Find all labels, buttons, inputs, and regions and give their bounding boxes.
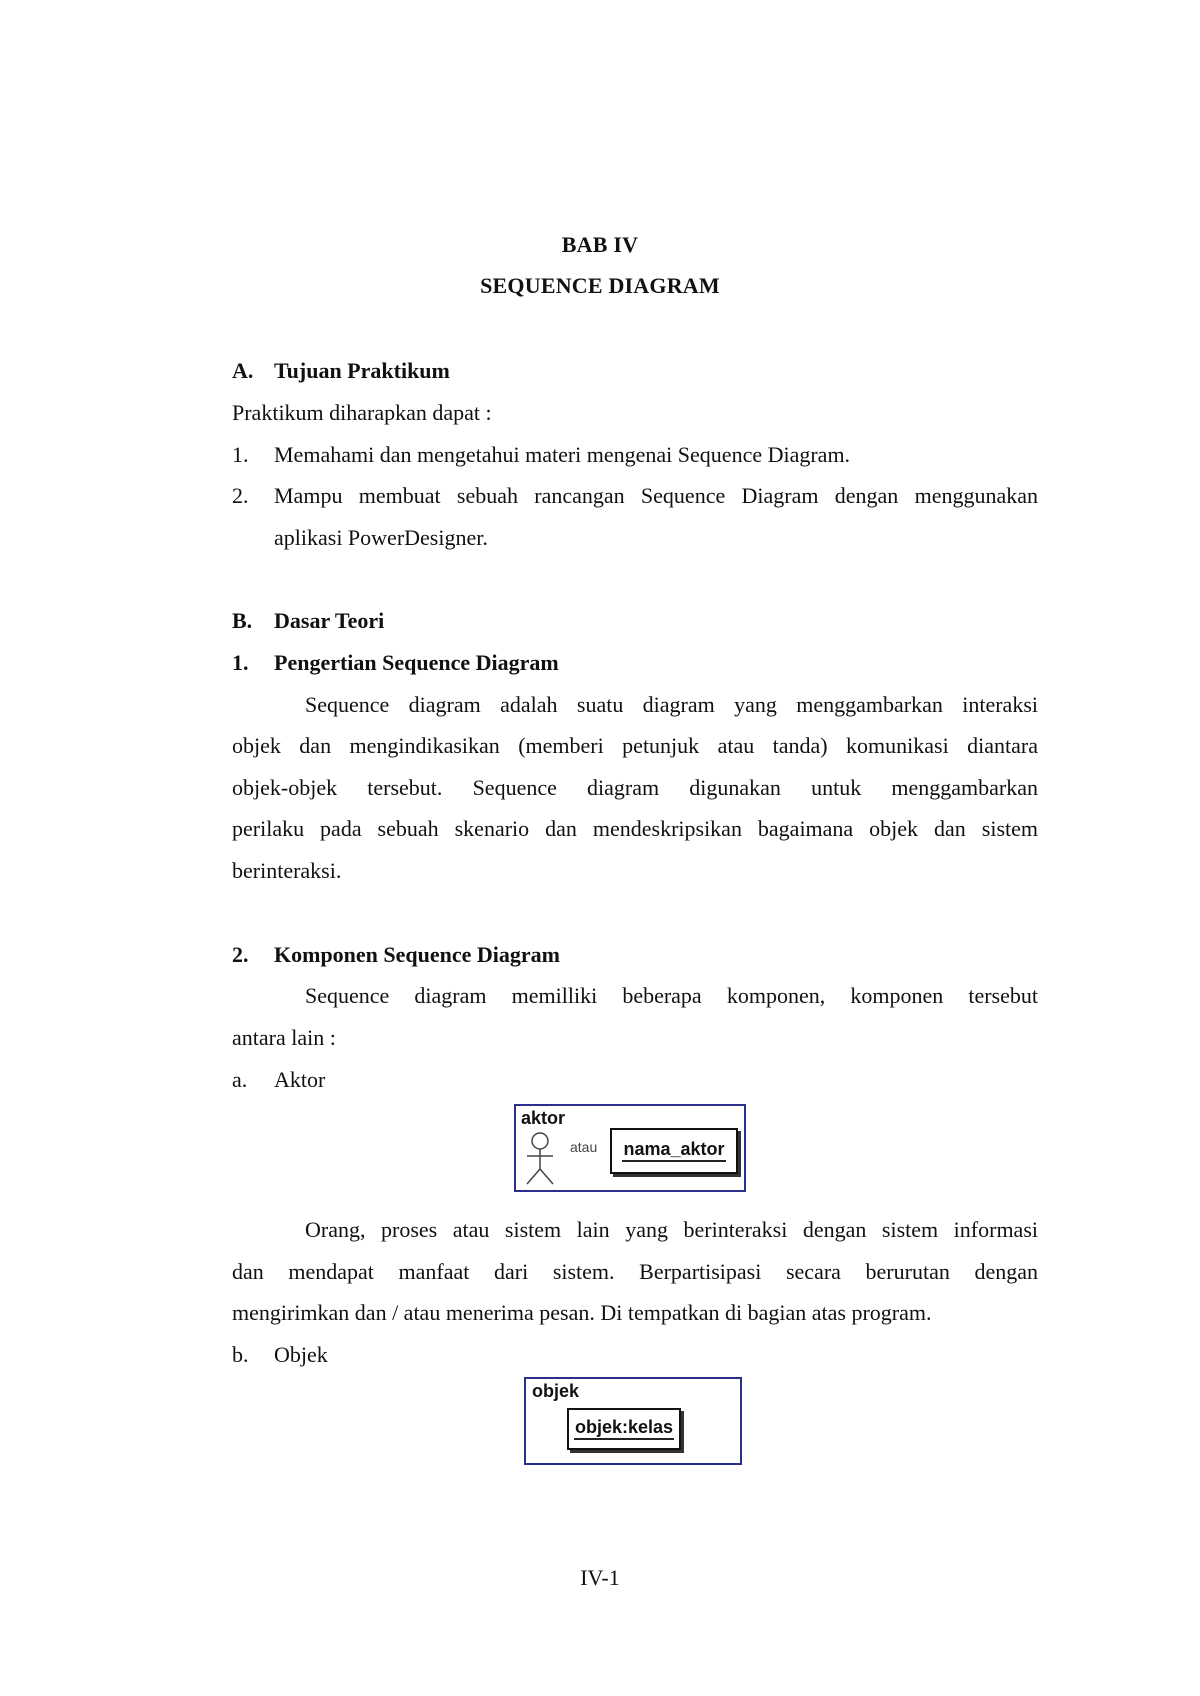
subsection-number: 2. <box>232 942 249 967</box>
list-item-number: 2. <box>232 483 249 508</box>
item-label: b. <box>232 1342 249 1367</box>
chapter-title: SEQUENCE DIAGRAM <box>480 273 720 298</box>
or-text: atau <box>570 1139 598 1155</box>
actor-name-box <box>610 1128 738 1174</box>
object-figure <box>524 1377 742 1465</box>
figure-title: aktor <box>521 1108 566 1128</box>
section-b-title: Dasar Teori <box>274 608 385 633</box>
subsection-number: 1. <box>232 650 249 675</box>
paragraph-line: Sequence diagram adalah suatu diagram yang menggambarkan interaksi <box>305 692 1038 717</box>
paragraph-line: mengirimkan dan / atau menerima pesan. Di tempatkan di bagian atas program. <box>232 1300 932 1325</box>
list-item-text: Memahami dan mengetahui materi mengenai Sequence Diagram. <box>274 442 851 467</box>
item-title: Objek <box>274 1342 328 1367</box>
object-class-box <box>567 1408 681 1450</box>
section-b-label: B. <box>232 608 253 633</box>
paragraph-line: antara lain : <box>232 1025 336 1050</box>
paragraph-line: Sequence diagram memilliki beberapa komponen, komponen tersebut <box>305 983 1038 1008</box>
item-label: a. <box>232 1067 248 1092</box>
stick-figure-icon <box>522 1132 558 1188</box>
item-title: Aktor <box>274 1067 326 1092</box>
paragraph-line: perilaku pada sebuah skenario dan mendeskripsikan bagaimana objek dan sistem <box>232 816 1038 841</box>
section-a-label: A. <box>232 358 254 383</box>
chapter-number: BAB IV <box>561 232 639 257</box>
section-a-title: Tujuan Praktikum <box>274 358 450 383</box>
paragraph-line: objek-objek tersebut. Sequence diagram digunakan untuk menggambarkan <box>232 775 1038 800</box>
subsection-title: Komponen Sequence Diagram <box>274 942 560 967</box>
actor-figure <box>514 1104 746 1192</box>
paragraph-line: berinteraksi. <box>232 858 342 883</box>
page-number: IV-1 <box>580 1565 620 1590</box>
list-item-text-continued: aplikasi PowerDesigner. <box>274 525 488 550</box>
object-class-label: objek:kelas <box>574 1416 674 1440</box>
paragraph-line: dan mendapat manfaat dari sistem. Berpartisipasi secara berurutan dengan <box>232 1259 1038 1284</box>
figure-title: objek <box>532 1381 580 1401</box>
list-item-number: 1. <box>232 442 249 467</box>
actor-name-label: nama_aktor <box>622 1138 725 1162</box>
list-item-text: Mampu membuat sebuah rancangan Sequence Diagram dengan menggunakan <box>274 483 1038 508</box>
subsection-title: Pengertian Sequence Diagram <box>274 650 559 675</box>
paragraph-line: objek dan mengindikasikan (memberi petunjuk atau tanda) komunikasi diantara <box>232 733 1038 758</box>
section-a-intro: Praktikum diharapkan dapat : <box>232 400 492 425</box>
paragraph-line: Orang, proses atau sistem lain yang berinteraksi dengan sistem informasi <box>305 1217 1038 1242</box>
